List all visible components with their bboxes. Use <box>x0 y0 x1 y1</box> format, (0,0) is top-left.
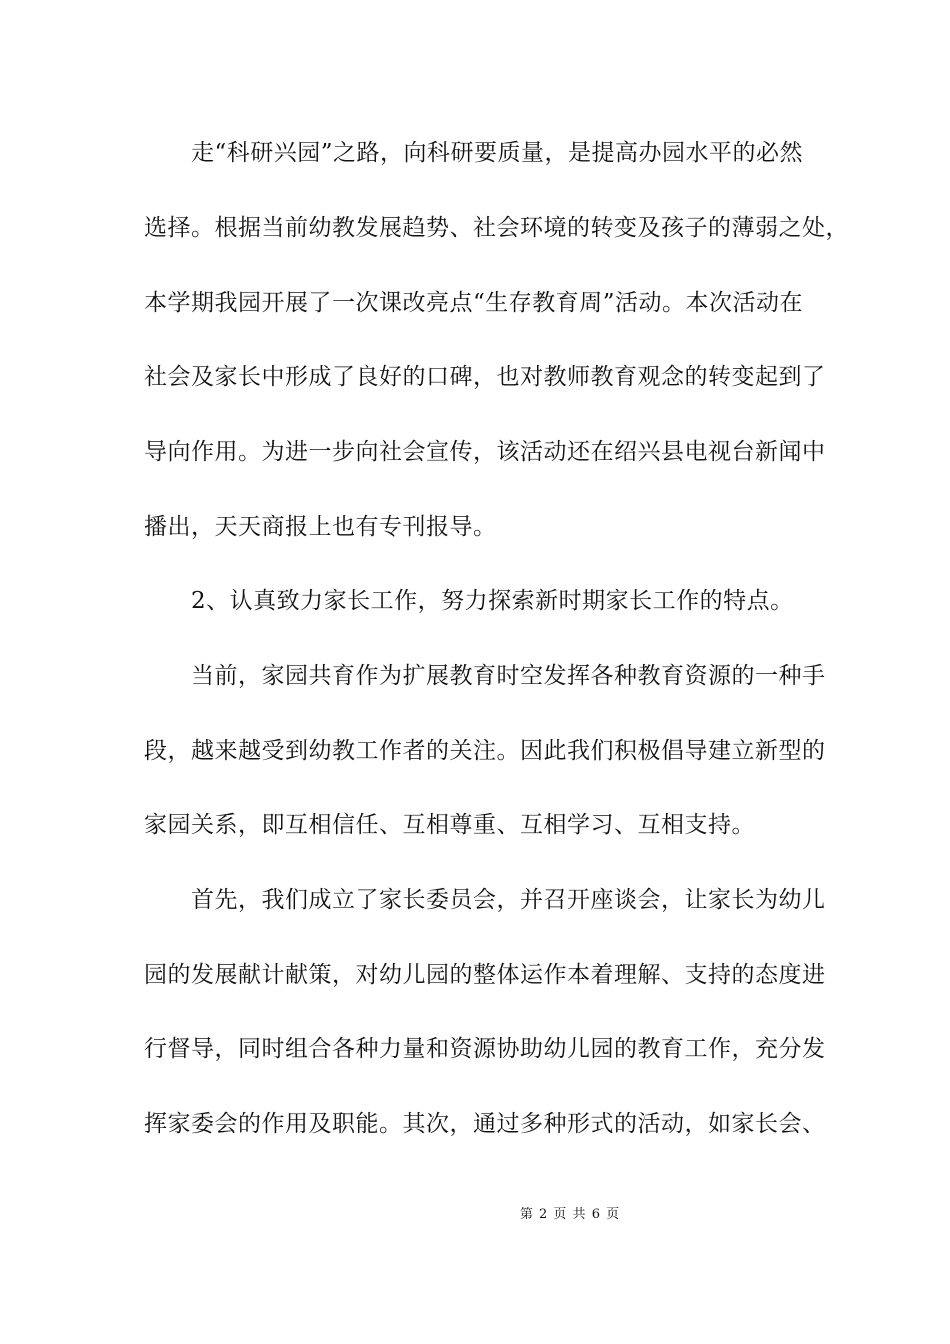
body-line: 段，越来越受到幼教工作者的关注。因此我们积极倡导建立新型的 <box>144 738 826 764</box>
body-line: 选择。根据当前幼教发展趋势、社会环境的转变及孩子的薄弱之处， <box>144 215 849 241</box>
body-line: 园的发展献计献策，对幼儿园的整体运作本着理解、支持的态度进 <box>144 962 826 988</box>
body-line: 社会及家长中形成了良好的口碑，也对教师教育观念的转变起到了 <box>144 364 826 390</box>
body-line: 播出，天天商报上也有专刊报导。 <box>144 514 497 540</box>
body-line: 家园关系，即互相信任、互相尊重、互相学习、互相支持。 <box>144 812 755 838</box>
body-line: 挥家委会的作用及职能。其次，通过多种形式的活动，如家长会、 <box>144 1111 826 1137</box>
body-line: 行督导，同时组合各种力量和资源协助幼儿园的教育工作，充分发 <box>144 1036 826 1062</box>
page-number-footer: 第 2 页 共 6 页 <box>519 1207 621 1222</box>
body-line: 本学期我园开展了一次课改亮点“生存教育周”活动。本次活动在 <box>144 290 804 316</box>
section-heading: 2、认真致力家长工作，努力探索新时期家长工作的特点。 <box>144 588 794 614</box>
body-line: 首先，我们成立了家长委员会，并召开座谈会，让家长为幼儿 <box>144 887 826 913</box>
body-line: 导向作用。为进一步向社会宣传，该活动还在绍兴县电视台新闻中 <box>144 439 826 465</box>
body-line: 当前，家园共育作为扩展教育时空发挥各种教育资源的一种手 <box>144 663 826 689</box>
body-line: 走“科研兴园”之路，向科研要质量，是提高办园水平的必然 <box>144 140 804 166</box>
